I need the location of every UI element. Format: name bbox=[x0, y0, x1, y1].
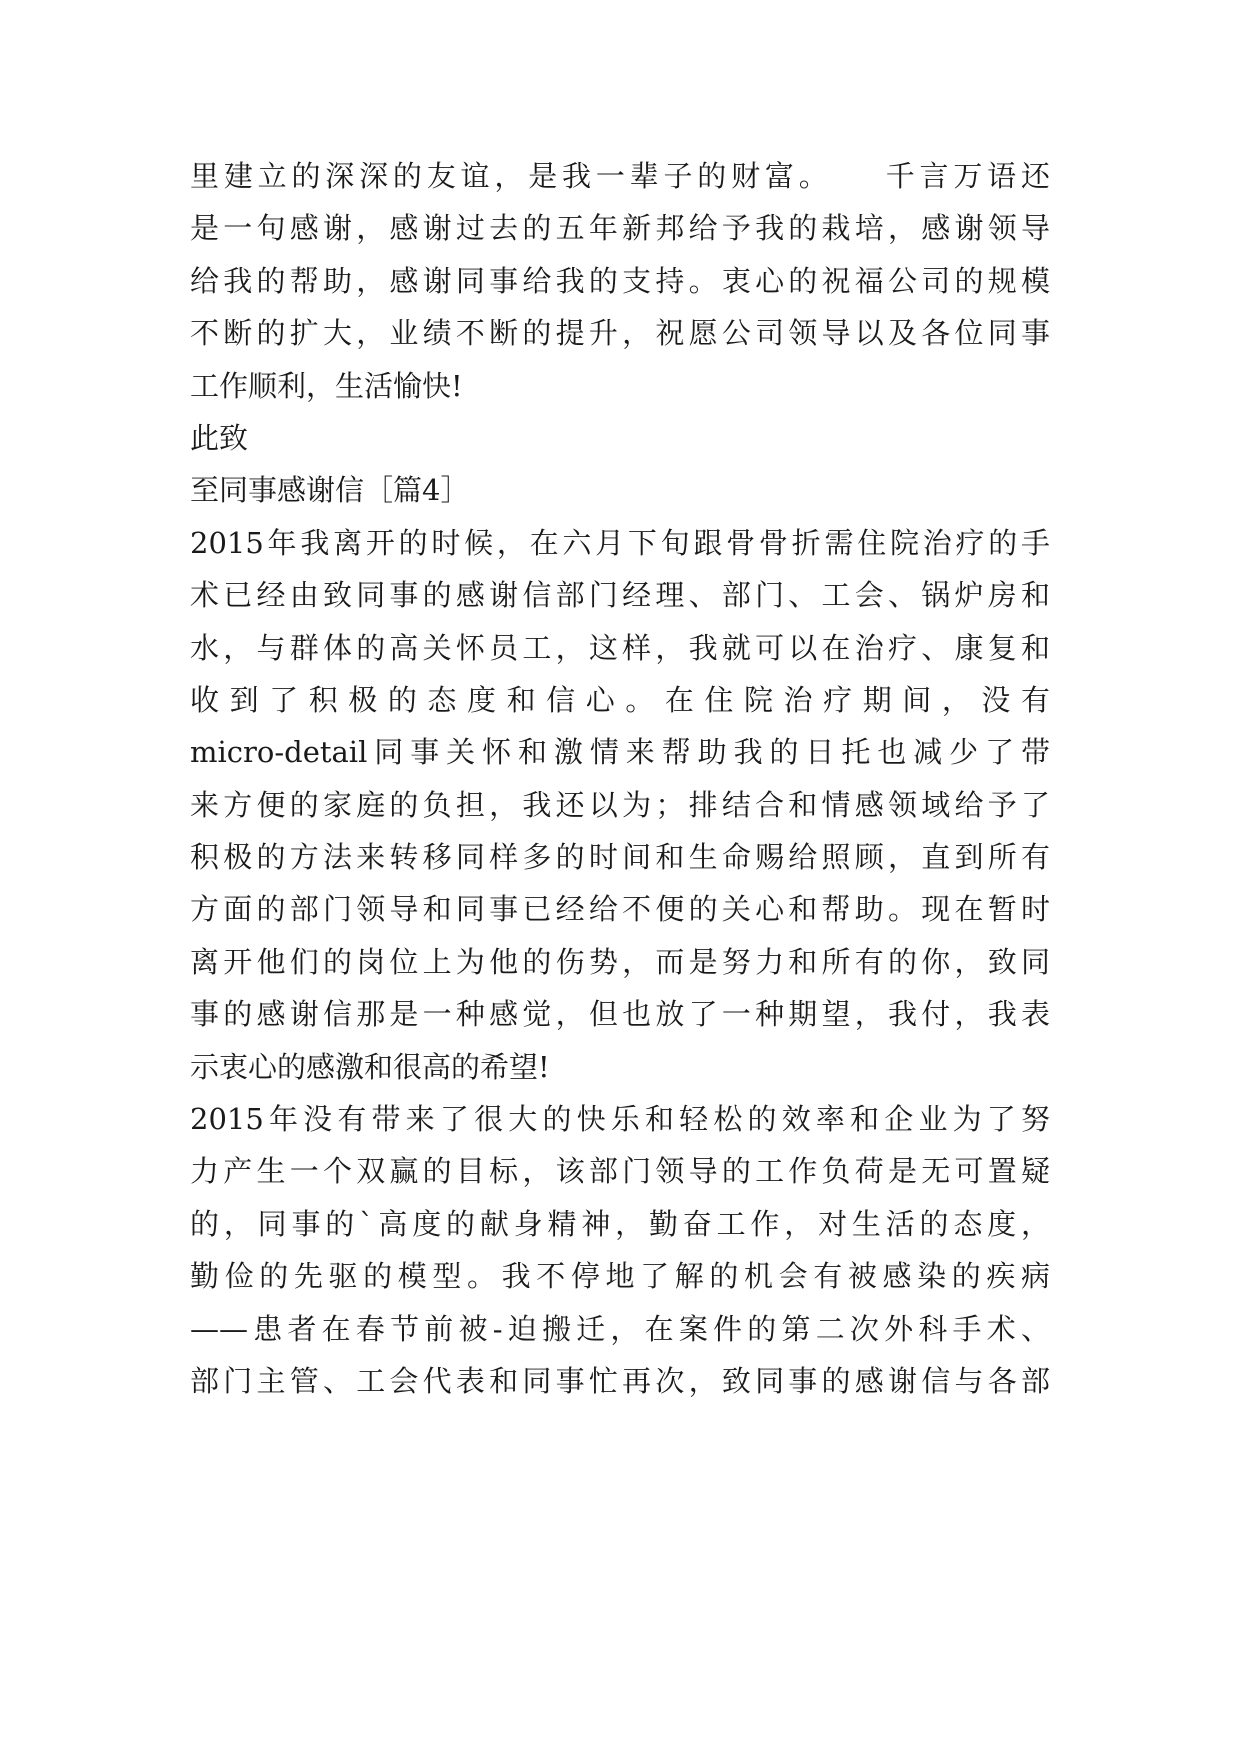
text-line: 收到了积极的态度和信心。在住院治疗期间，没有 bbox=[190, 682, 1050, 717]
text-line: 离开他们的岗位上为他的伤势，而是努力和所有的你，致同 bbox=[190, 944, 1050, 979]
text-line: 示衷心的感激和很高的希望! bbox=[190, 1049, 550, 1084]
text-line: 积极的方法来转移同样多的时间和生命赐给照顾，直到所有 bbox=[190, 840, 1050, 875]
text-line: 力产生一个双赢的目标，该部门领导的工作负荷是无可置疑 bbox=[190, 1154, 1050, 1189]
text-line: micro-detail同事关怀和激情来帮助我的日托也减少了带 bbox=[190, 735, 1050, 770]
section-title: 至同事感谢信［篇4］ bbox=[190, 473, 470, 508]
text-line: 方面的部门领导和同事已经给不便的关心和帮助。现在暂时 bbox=[190, 892, 1050, 927]
text-line: 术已经由致同事的感谢信部门经理、部门、工会、锅炉房和 bbox=[190, 578, 1050, 613]
document-page bbox=[190, 150, 1050, 1407]
closing-salutation: 此致 bbox=[190, 420, 249, 455]
text-line: ——患者在春节前被-迫搬迁，在案件的第二次外科手术、 bbox=[190, 1311, 1050, 1346]
text-line: 不断的扩大，业绩不断的提升，祝愿公司领导以及各位同事 bbox=[190, 316, 1050, 351]
text-line: 勤俭的先驱的模型。我不停地了解的机会有被感染的疾病 bbox=[190, 1259, 1050, 1294]
text-line: 是一句感谢，感谢过去的五年新邦给予我的栽培，感谢领导 bbox=[190, 211, 1050, 246]
text-line: 里建立的深深的友谊，是我一辈子的财富。 千言万语还 bbox=[190, 159, 1050, 193]
text-line: 来方便的家庭的负担，我还以为；排结合和情感领域给予了 bbox=[190, 787, 1050, 822]
text-line: 工作顺利，生活愉快! bbox=[190, 368, 463, 403]
text-line: 给我的帮助，感谢同事给我的支持。衷心的祝福公司的规模 bbox=[190, 263, 1050, 298]
text-line: 水，与群体的高关怀员工，这样，我就可以在治疗、康复和 bbox=[190, 630, 1050, 665]
text-line: 的，同事的`高度的献身精神，勤奋工作，对生活的态度， bbox=[190, 1206, 1050, 1241]
text-line: 部门主管、工会代表和同事忙再次，致同事的感谢信与各部 bbox=[190, 1363, 1050, 1398]
text-line: 2015年没有带来了很大的快乐和轻松的效率和企业为了努 bbox=[190, 1102, 1050, 1137]
text-line: 事的感谢信那是一种感觉，但也放了一种期望，我付，我表 bbox=[190, 997, 1050, 1032]
text-line: 2015年我离开的时候，在六月下旬跟骨骨折需住院治疗的手 bbox=[190, 525, 1050, 560]
